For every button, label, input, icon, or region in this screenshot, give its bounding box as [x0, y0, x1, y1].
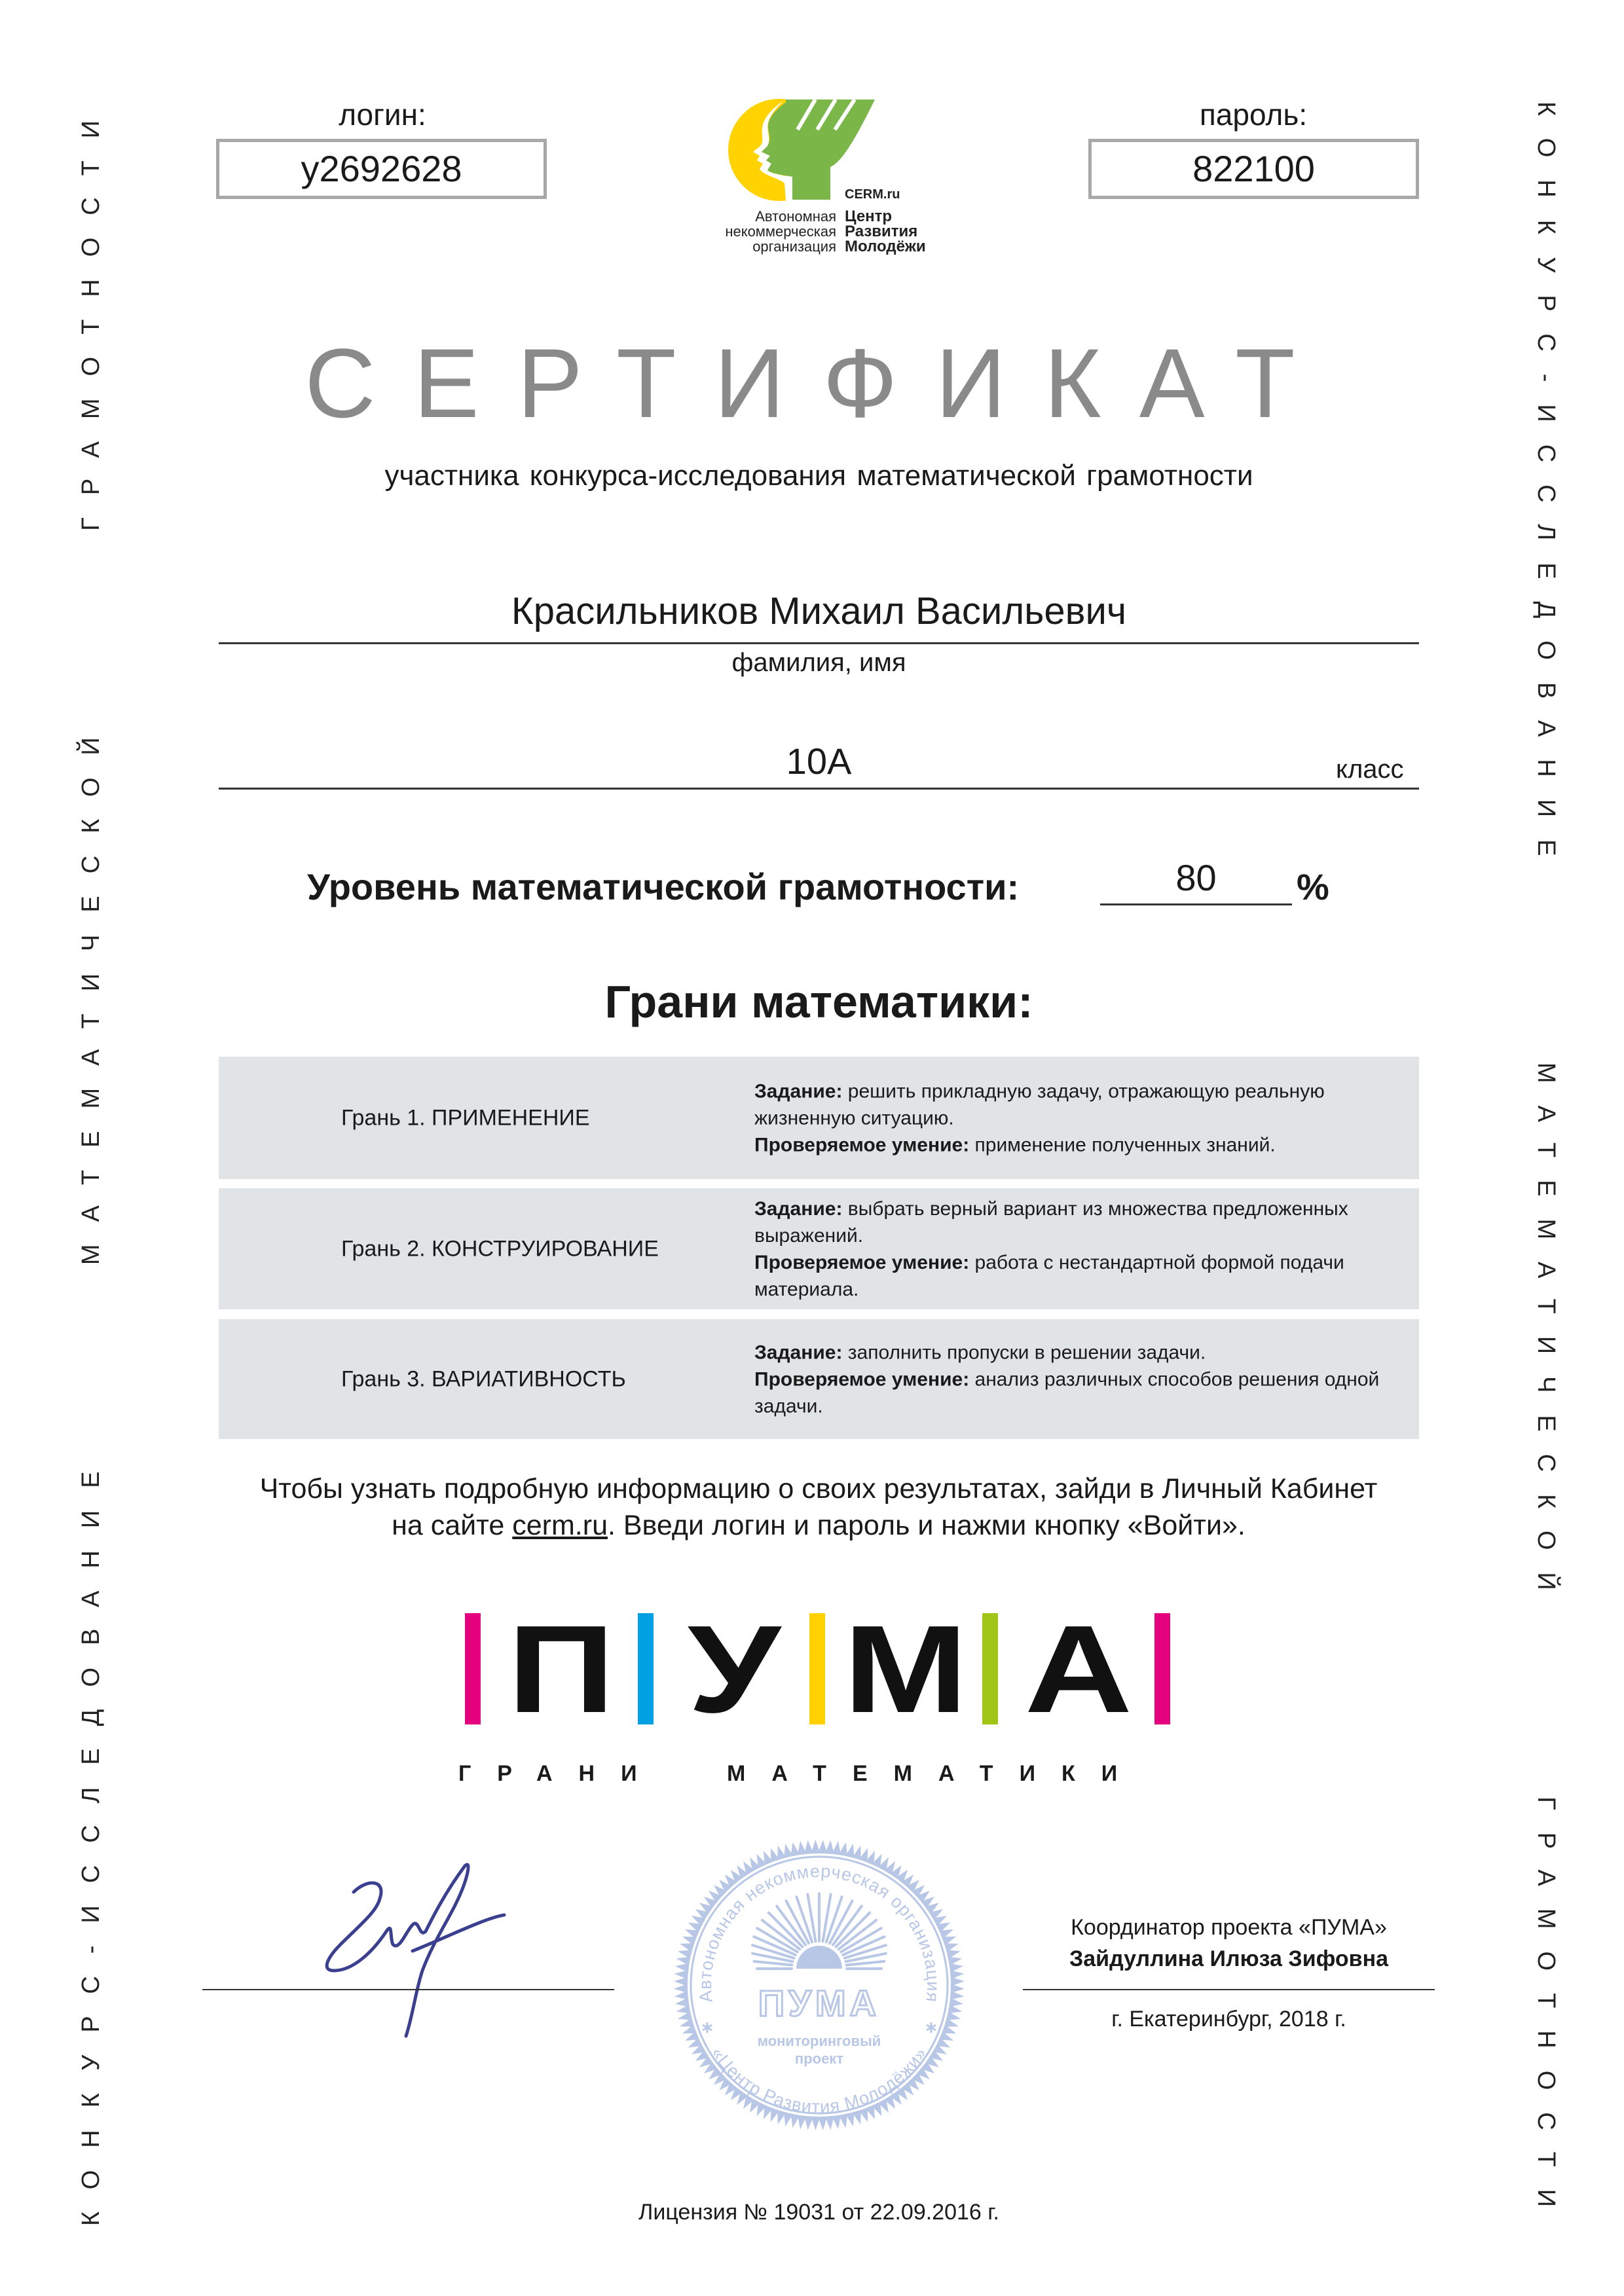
skill-label: Проверяемое умение: — [754, 1251, 970, 1273]
coordinator-line — [1023, 1989, 1435, 1990]
puma-caption-1: ГРАНИ — [458, 1761, 663, 1786]
logo-text: организация — [752, 238, 836, 255]
side-word: МАТЕМАТИЧЕСКОЙ — [77, 715, 105, 1266]
class-underline — [219, 788, 1419, 790]
color-bar — [982, 1613, 998, 1724]
signature-icon — [314, 1853, 524, 2049]
facets-heading: Грани математики: — [604, 976, 1033, 1027]
facet-name: Грань 1. ПРИМЕНЕНИЕ — [341, 1105, 590, 1130]
puma-letter: М — [843, 1600, 968, 1739]
logo-text: Молодёжи — [845, 238, 926, 255]
task-label: Задание: — [754, 1080, 843, 1102]
cerm-site: CERM.ru — [845, 187, 900, 202]
info-line: Чтобы узнать подробную информацию о своих результатах, зайди в Личный Кабинет — [259, 1473, 1378, 1504]
logo-text: Автономная — [755, 208, 836, 225]
side-word: МАТЕМАТИЧЕСКОЙ — [1532, 1062, 1560, 1613]
skill-text: применение полученных знаний. — [969, 1134, 1276, 1156]
facet-name: Грань 3. ВАРИАТИВНОСТЬ — [341, 1366, 626, 1391]
name-underline — [219, 642, 1419, 644]
side-word: КОНКУРС-ИССЛЕДОВАНИЕ — [1532, 101, 1560, 879]
skill-text: работа с нестандартной формой подачи материала. — [754, 1251, 1344, 1300]
color-bar — [465, 1613, 481, 1724]
level-value: 80 — [1175, 857, 1217, 898]
side-word: ГРАМОТНОСТИ — [1532, 1796, 1560, 2229]
info-text — [164, 1470, 1473, 1544]
task-label: Задание: — [754, 1341, 843, 1363]
cerm-logo-icon — [655, 79, 982, 275]
facet-description — [754, 1339, 1409, 1419]
password-field: 822100 — [1088, 139, 1419, 199]
signature-line — [202, 1989, 614, 1990]
task-text: выбрать верный вариант из множества предложенных выражений. — [754, 1197, 1348, 1247]
cerm-link[interactable]: cerm.ru — [512, 1510, 608, 1541]
puma-letter: У — [688, 1600, 781, 1739]
color-bar — [638, 1613, 654, 1724]
class-value: 10А — [786, 740, 852, 782]
city-year: г. Екатеринбург, 2018 г. — [1111, 2007, 1346, 2032]
logo-text: некоммерческая — [725, 223, 836, 240]
logo-text: Развития — [845, 223, 918, 240]
skill-label: Проверяемое умение: — [754, 1134, 970, 1156]
stamp-center-text: ПУМА — [758, 1982, 881, 2024]
skill-label: Проверяемое умение: — [754, 1368, 970, 1390]
class-caption: класс — [1336, 755, 1404, 784]
level-label: Уровень математической грамотности: — [307, 866, 1020, 907]
logo-text: Центр — [845, 208, 893, 225]
side-word: ГРАМОТНОСТИ — [77, 98, 105, 531]
stamp-line1: мониторинговый — [757, 2033, 881, 2049]
task-label: Задание: — [754, 1197, 843, 1220]
certificate-subtitle: участника конкурса-исследования математической грамотности — [384, 460, 1253, 492]
info-line: на сайте — [392, 1510, 513, 1541]
certificate-title: СЕРТИФИКАТ — [304, 328, 1333, 438]
puma-letter: А — [1024, 1600, 1133, 1739]
side-text-left — [77, 98, 110, 2226]
stamp-top-text: Автономная некоммерческая организация — [695, 1861, 944, 2004]
facet-name: Грань 2. КОНСТРУИРОВАНИЕ — [341, 1236, 659, 1261]
cerm-logo — [655, 79, 982, 275]
license-text: Лицензия № 19031 от 22.09.2016 г. — [638, 2200, 999, 2225]
facet-description — [754, 1078, 1409, 1158]
facet-row — [219, 1188, 1419, 1309]
side-word: КОНКУРС-ИССЛЕДОВАНИЕ — [77, 1449, 105, 2226]
facet-row — [219, 1057, 1419, 1179]
login-field: y2692628 — [216, 139, 547, 199]
puma-letter: П — [507, 1600, 615, 1739]
password-label: пароль: — [1199, 98, 1308, 132]
facet-description — [754, 1195, 1409, 1303]
participant-name: Красильников Михаил Васильевич — [511, 590, 1127, 632]
facet-row — [219, 1319, 1419, 1439]
level-unit: % — [1297, 866, 1329, 907]
skill-text: анализ различных способов решения одной задачи. — [754, 1368, 1380, 1417]
stamp-line2: проект — [794, 2050, 844, 2067]
stamp-bottom-text: «Центр Развития Молодёжи» — [707, 2043, 931, 2117]
puma-caption-2: МАТЕМАТИКИ — [727, 1761, 1144, 1786]
level-underline — [1100, 903, 1292, 905]
task-text: заполнить пропуски в решении задачи. — [842, 1341, 1206, 1363]
info-line: . Введи логин и пароль и нажми кнопку «Войти». — [607, 1510, 1246, 1541]
task-text: решить прикладную задачу, отражающую реальную жизненную ситуацию. — [754, 1080, 1325, 1129]
name-caption: фамилия, имя — [731, 648, 906, 677]
side-text-right — [1527, 101, 1560, 2229]
stamp-seal-icon — [672, 1838, 967, 2132]
login-label: логин: — [339, 98, 426, 132]
coordinator-role: Координатор проекта «ПУМА» — [1071, 1915, 1387, 1940]
coordinator-name: Зайдуллина Илюза Зифовна — [1069, 1946, 1389, 1971]
